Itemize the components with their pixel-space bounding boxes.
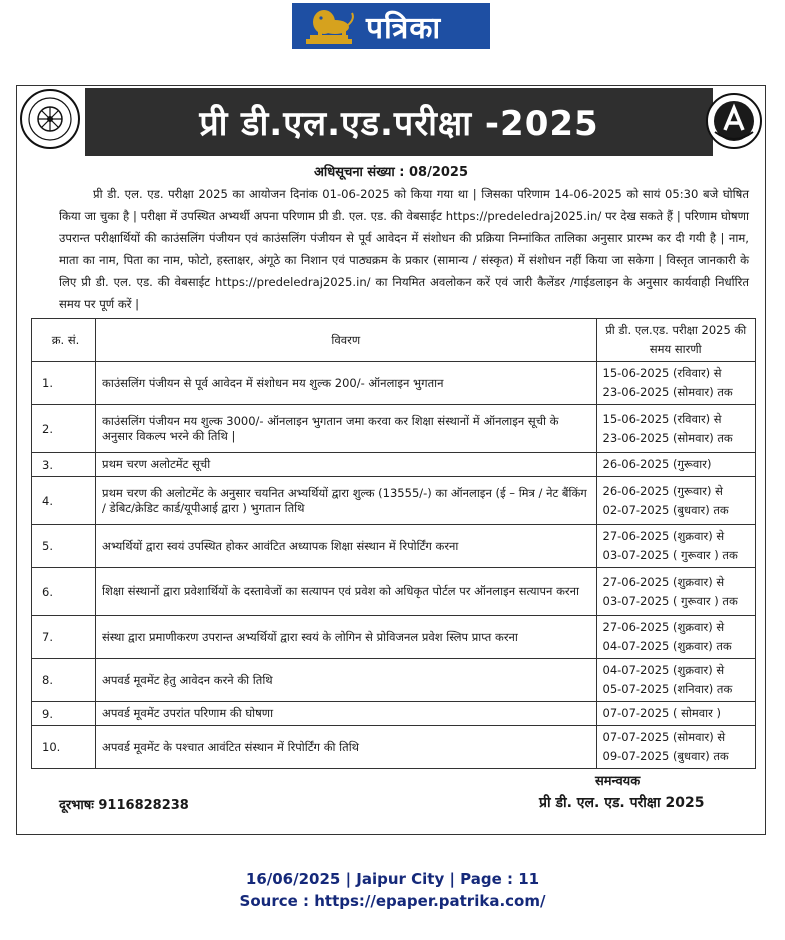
row-date-range: 07-07-2025 (सोमवार) से 09-07-2025 (बुधवार) तक [596,726,755,769]
signer-organisation: प्री डी. एल. एड. परीक्षा 2025 [539,795,705,811]
row-date-range: 07-07-2025 ( सोमवार ) [596,702,755,726]
patrika-masthead [292,3,490,49]
lion-logo-icon [300,5,358,47]
row-number: 4. [32,477,96,525]
footer-date-line: 16/06/2025 | Jaipur City | Page : 11 [245,870,540,888]
table-row [32,477,756,525]
row-date-range: 27-06-2025 (शुक्रवार) से 03-07-2025 ( गुरूवार ) तक [596,568,755,616]
table-row [32,362,756,405]
university-seal-icon [19,88,81,150]
row-date-range: 04-07-2025 (शुक्रवार) से 05-07-2025 (शनिवार) तक [596,659,755,702]
signer-role: समन्वयक [595,774,641,789]
row-date-range: 26-06-2025 (गुरूवार) [596,453,755,477]
row-description: संस्था द्वारा प्रमाणीकरण उपरान्त अभ्यर्थियों द्वारा स्वयं के लोगिन से प्रोविजनल प्रवेश स्लिप प्राप्त करना [96,616,596,659]
title-banner [85,88,713,156]
row-date-range: 26-06-2025 (गुरूवार) से 02-07-2025 (बुधवार) तक [596,477,755,525]
row-date-range: 15-06-2025 (रविवार) से 23-06-2025 (सोमवार) तक [596,362,755,405]
row-number: 8. [32,659,96,702]
table-row [32,453,756,477]
row-description: काउंसलिंग पंजीयन मय शुल्क 3000/- ऑनलाइन भुगतान जमा करवा कर शिक्षा संस्थानों में ऑनलाइन सूची के अनुसार विकल्प भरने की तिथि | [96,405,596,453]
row-number: 1. [32,362,96,405]
table-row [32,616,756,659]
row-description: शिक्षा संस्थानों द्वारा प्रवेशार्थियों के दस्तावेजों का सत्यापन एवं प्रवेश को अधिकृत पोर्टल पर ऑनलाइन सत्यापन करना [96,568,596,616]
row-number: 10. [32,726,96,769]
row-description: प्रथम चरण की अलोटमेंट के अनुसार चयनित अभ्यर्थियों द्वारा शुल्क (13555/-) का ऑनलाइन (ई – मित्र / नेट बैंकिंग / डेबिट/क्रेडिट कार्ड/यूपीआई द्वारा ) भुगतान तिथि [96,477,596,525]
row-number: 7. [32,616,96,659]
table-row [32,568,756,616]
row-date-range: 27-06-2025 (शुक्रवार) से 04-07-2025 (शुक्रवार) तक [596,616,755,659]
row-number: 2. [32,405,96,453]
notification-number: अधिसूचना संख्या : 08/2025 [313,165,469,180]
table-row [32,726,756,769]
row-description: अपवर्ड मूवमेंट के पश्चात आवंटित संस्थान में रिपोर्टिंग की तिथि [96,726,596,769]
table-header-row [32,319,756,362]
table-row [32,702,756,726]
header-description: विवरण [96,319,596,362]
phone-number: दूरभाषः 9116828238 [59,798,189,813]
naac-a-grade-icon [705,92,763,150]
table-body [32,362,756,769]
table-row [32,659,756,702]
row-description: प्रथम चरण अलोटमेंट सूची [96,453,596,477]
page-footer [0,868,785,912]
table-row [32,405,756,453]
footer-source-line: Source : https://epaper.patrika.com/ [239,892,546,910]
notice-body [59,183,749,315]
table-row [32,525,756,568]
row-description: काउंसलिंग पंजीयन से पूर्व आवेदन में संशोधन मय शुल्क 200/- ऑनलाइन भुगतान [96,362,596,405]
row-description: अपवर्ड मूवमेंट हेतु आवेदन करने की तिथि [96,659,596,702]
notice-body-text: प्री डी. एल. एड. परीक्षा 2025 का आयोजन दिनांक 01-06-2025 को किया गया था | जिसका परिणाम 14-06-2025 को सायं 05:30 बजे घोषित किया जा चुका है | परीक्षा में उपस्थित अभ्यर्थी अपना परिणाम प्री डी. एल. एड. की वेबसाईट https://predeledraj2025.in/ पर देख सकते हैं | परिणाम घोषणा उपरान्त परीक्षार्थियों की काउंसलिंग पंजीयन एवं काउंसलिंग पंजीयन से पूर्व आवेदन में संशोधन की प्रक्रिया निम्नांकित तालिका अनुसार प्रारम्भ कर दी गयी है | नाम, माता का नाम, पिता का नाम, फोटो, हस्ताक्षर, अंगूठे का निशान एवं पाठ्यक्रम के प्रकार (सामान्य / संस्कृत) में संशोधन नहीं किया जा सकेगा | विस्तृत जानकारी के लिए प्री डी. एल. एड. की वेबसाईट https://predeledraj2025.in/ का नियमित अवलोकन करें एवं जारी कैलेंडर /गाईडलाइन के अनुसार कार्यवाही निर्धारित समय पर पूर्ण करें | [59,187,749,311]
notice-advertisement [16,85,766,835]
row-number: 6. [32,568,96,616]
row-description: अभ्यर्थियों द्वारा स्वयं उपस्थित होकर आवंटित अध्यापक शिक्षा संस्थान में रिपोर्टिंग करना [96,525,596,568]
row-date-range: 15-06-2025 (रविवार) से 23-06-2025 (सोमवार) तक [596,405,755,453]
row-description: अपवर्ड मूवमेंट उपरांत परिणाम की घोषणा [96,702,596,726]
row-number: 5. [32,525,96,568]
schedule-table [31,318,756,769]
brand-name: पत्रिका [366,10,442,46]
row-number: 9. [32,702,96,726]
header-sn: क्र. सं. [32,319,96,362]
header-schedule: प्री डी. एल.एड. परीक्षा 2025 की समय सारणी [596,319,755,362]
row-date-range: 27-06-2025 (शुक्रवार) से 03-07-2025 ( गुरूवार ) तक [596,525,755,568]
row-number: 3. [32,453,96,477]
notice-title: प्री डी.एल.एड.परीक्षा -2025 [199,104,599,144]
